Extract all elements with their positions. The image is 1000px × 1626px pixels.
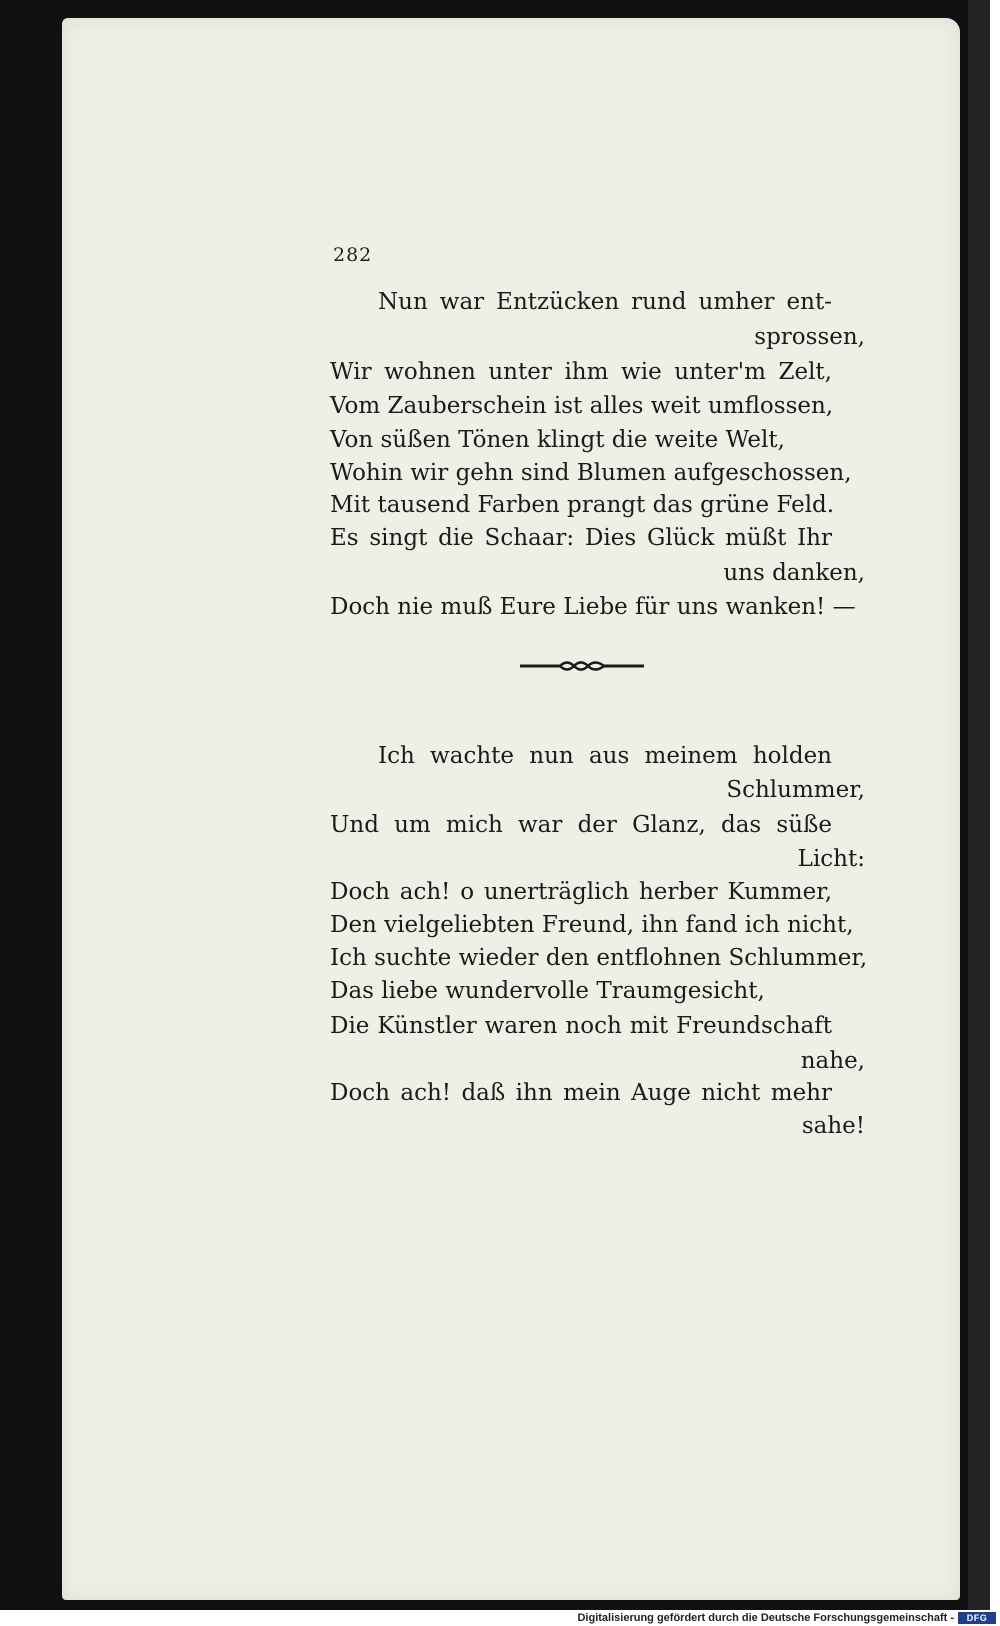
digitization-footer <box>0 1610 1000 1626</box>
verse-line: Licht: <box>797 846 865 872</box>
verse-line: Und um mich war der Glanz, das süße <box>330 812 832 838</box>
verse-line: Doch nie muß Eure Liebe für uns wanken! — <box>330 594 856 620</box>
verse-line: Die Künstler waren noch mit Freundschaft <box>330 1013 832 1039</box>
book-page <box>62 18 960 1600</box>
verse-line: Das liebe wundervolle Traumgesicht, <box>330 978 765 1004</box>
verse-line: Den vielgeliebten Freund, ihn fand ich nicht, <box>330 912 854 938</box>
verse-line: Schlummer, <box>726 777 865 803</box>
verse-line: Doch ach! o unerträglich herber Kummer, <box>330 879 832 905</box>
verse-line: Wohin wir gehn sind Blumen aufgeschossen, <box>330 460 852 486</box>
verse-line: Ich wachte nun aus meinem holden <box>378 743 832 769</box>
verse-line: Mit tausend Farben prangt das grüne Feld. <box>330 492 835 518</box>
verse-line: sprossen, <box>754 324 865 350</box>
verse-line: Vom Zauberschein ist alles weit umflossen, <box>330 393 834 419</box>
verse-line: Nun war Entzücken rund umher ent- <box>378 289 832 315</box>
verse-line: sahe! <box>801 1113 865 1139</box>
verse-line: Ich suchte wieder den entflohnen Schlummer, <box>330 945 868 971</box>
verse-line: nahe, <box>800 1048 865 1074</box>
scan-edge-strip <box>968 0 990 1610</box>
verse-line: Wir wohnen unter ihm wie unter'm Zelt, <box>330 359 832 385</box>
verse-line: Doch ach! daß ihn mein Auge nicht mehr <box>330 1080 832 1106</box>
dfg-logo: DFG <box>958 1612 996 1624</box>
verse-line: Es singt die Schaar: Dies Glück müßt Ihr <box>330 525 832 551</box>
ornamental-divider <box>520 656 644 676</box>
page-number: 282 <box>333 244 373 266</box>
verse-line: uns danken, <box>723 560 865 586</box>
verse-line: Von süßen Tönen klingt die weite Welt, <box>330 427 785 453</box>
funding-credit: Digitalisierung gefördert durch die Deutsche Forschungsgemeinschaft - <box>577 1612 954 1624</box>
